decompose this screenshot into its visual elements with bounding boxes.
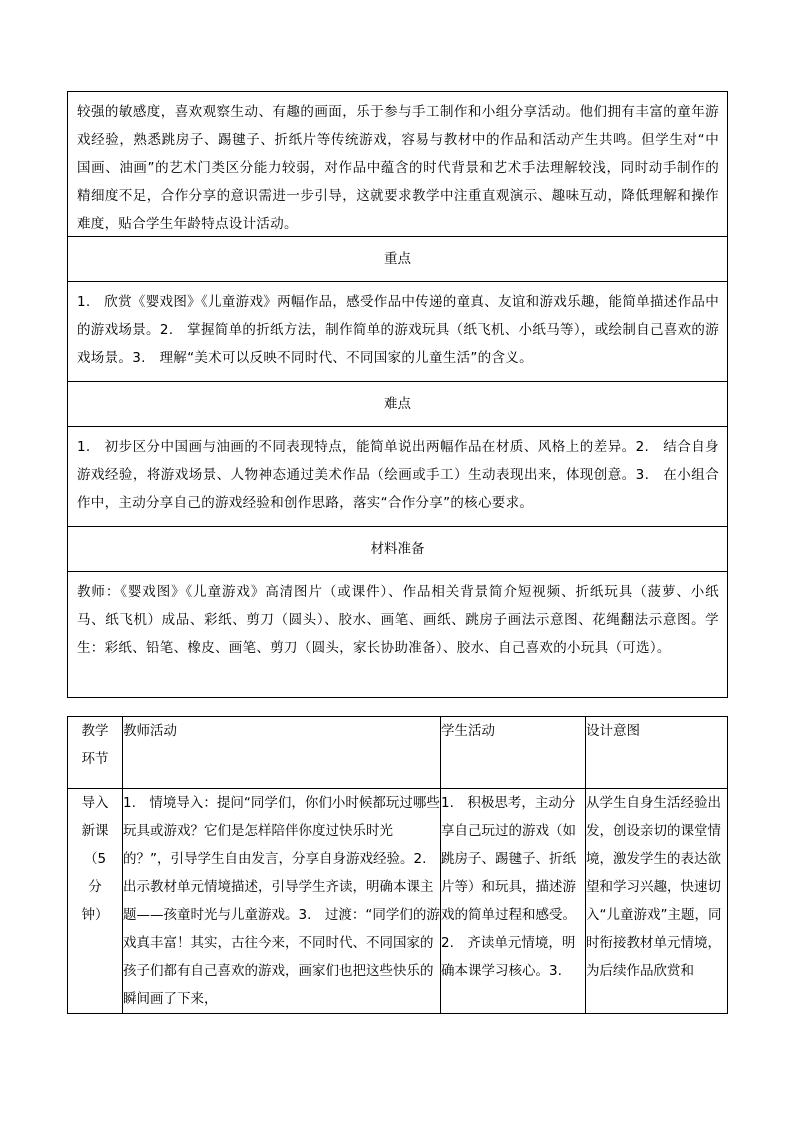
teaching-process-table: [67, 716, 728, 1014]
difficulties-cell: [68, 427, 728, 527]
header-stage-text: 教学环节: [81, 723, 109, 767]
row-student-activity: 1. 积极思考，主动分享自己玩过的游戏（如跳房子、踢毽子、折纸片等）和玩具，描述游戏的简单过程和感受。2. 齐读单元情境，明确本课学习核心。3.: [441, 789, 586, 1014]
row-stage: [68, 789, 123, 1014]
difficulties-text: 1. 初步区分中国画与油画的不同表现特点，能简单说出两幅作品在材质、风格上的差异。2. 结合自身游戏经验，将游戏场景、人物神态通过美术作品（绘画或手工）生动表现出来，体现创意。3. 在小组合作中，主动分享自己的游戏经验和创作思路，落实“合作分享”的核心要求。: [77, 439, 719, 511]
row-stage-text: 导入新课（5分钟）: [81, 795, 109, 923]
lesson-plan-info-table: [67, 91, 728, 698]
row-teacher-activity: 1. 情境导入：提问“同学们，你们小时候都玩过哪些玩具或游戏？它们是怎样陪伴你度过快乐时光的？”，引导学生自由发言，分享自身游戏经验。2. 出示教材单元情境描述，引导学生齐读，明确本课主题——孩童时光与儿童游戏。3. 过渡：“同学们的游戏真丰富！其实，古往今来，不同时代、不同国家的孩子们都有自己喜欢的游戏，画家们也把这些快乐的瞬间画了下来，: [123, 789, 441, 1014]
header-teacher: 教师活动: [123, 717, 441, 789]
header-student: 学生活动: [441, 717, 586, 789]
materials-text: 教师：《婴戏图》《儿童游戏》高清图片（或课件）、作品相关背景简介短视频、折纸玩具（菠萝、小纸马、纸飞机）成品、彩纸、剪刀（圆头）、胶水、画笔、画纸、跳房子画法示意图、花绳翻法示意图。学生：彩纸、铅笔、橡皮、画笔、剪刀（圆头，家长协助准备）、胶水、自己喜欢的小玩具（可选）。: [77, 584, 719, 656]
key-points-text: 1. 欣赏《婴戏图》《儿童游戏》两幅作品，感受作品中传递的童真、友谊和游戏乐趣，能简单描述作品中的游戏场景。2. 掌握简单的折纸方法，制作简单的游戏玩具（纸飞机、小纸马等），或绘制自己喜欢的游戏场景。3. 理解“美术可以反映不同时代、不同国家的儿童生活”的含义。: [77, 294, 719, 366]
key-points-heading: 重点: [68, 237, 728, 282]
header-stage: [68, 717, 123, 789]
difficulties-heading: 难点: [68, 382, 728, 427]
key-points-cell: [68, 282, 728, 382]
learner-analysis-text: 较强的敏感度，喜欢观察生动、有趣的画面，乐于参与手工制作和小组分享活动。他们拥有丰富的童年游戏经验，熟悉跳房子、踢毽子、折纸片等传统游戏，容易与教材中的作品和活动产生共鸣。但学生对“中国画、油画”的艺术门类区分能力较弱，对作品中蕴含的时代背景和艺术手法理解较浅，同时动手制作的精细度不足，合作分享的意识需进一步引导，这就要求教学中注重直观演示、趣味互动，降低理解和操作难度，贴合学生年龄特点设计活动。: [77, 104, 719, 232]
row-design-intent: 从学生自身生活经验出发，创设亲切的课堂情境，激发学生的表达欲望和学习兴趣，快速切入“儿童游戏”主题，同时衔接教材单元情境，为后续作品欣赏和: [586, 789, 728, 1014]
learner-analysis-cell: [68, 92, 728, 237]
materials-cell: [68, 572, 728, 698]
header-intent: 设计意图: [586, 717, 728, 789]
materials-heading: 材料准备: [68, 527, 728, 572]
